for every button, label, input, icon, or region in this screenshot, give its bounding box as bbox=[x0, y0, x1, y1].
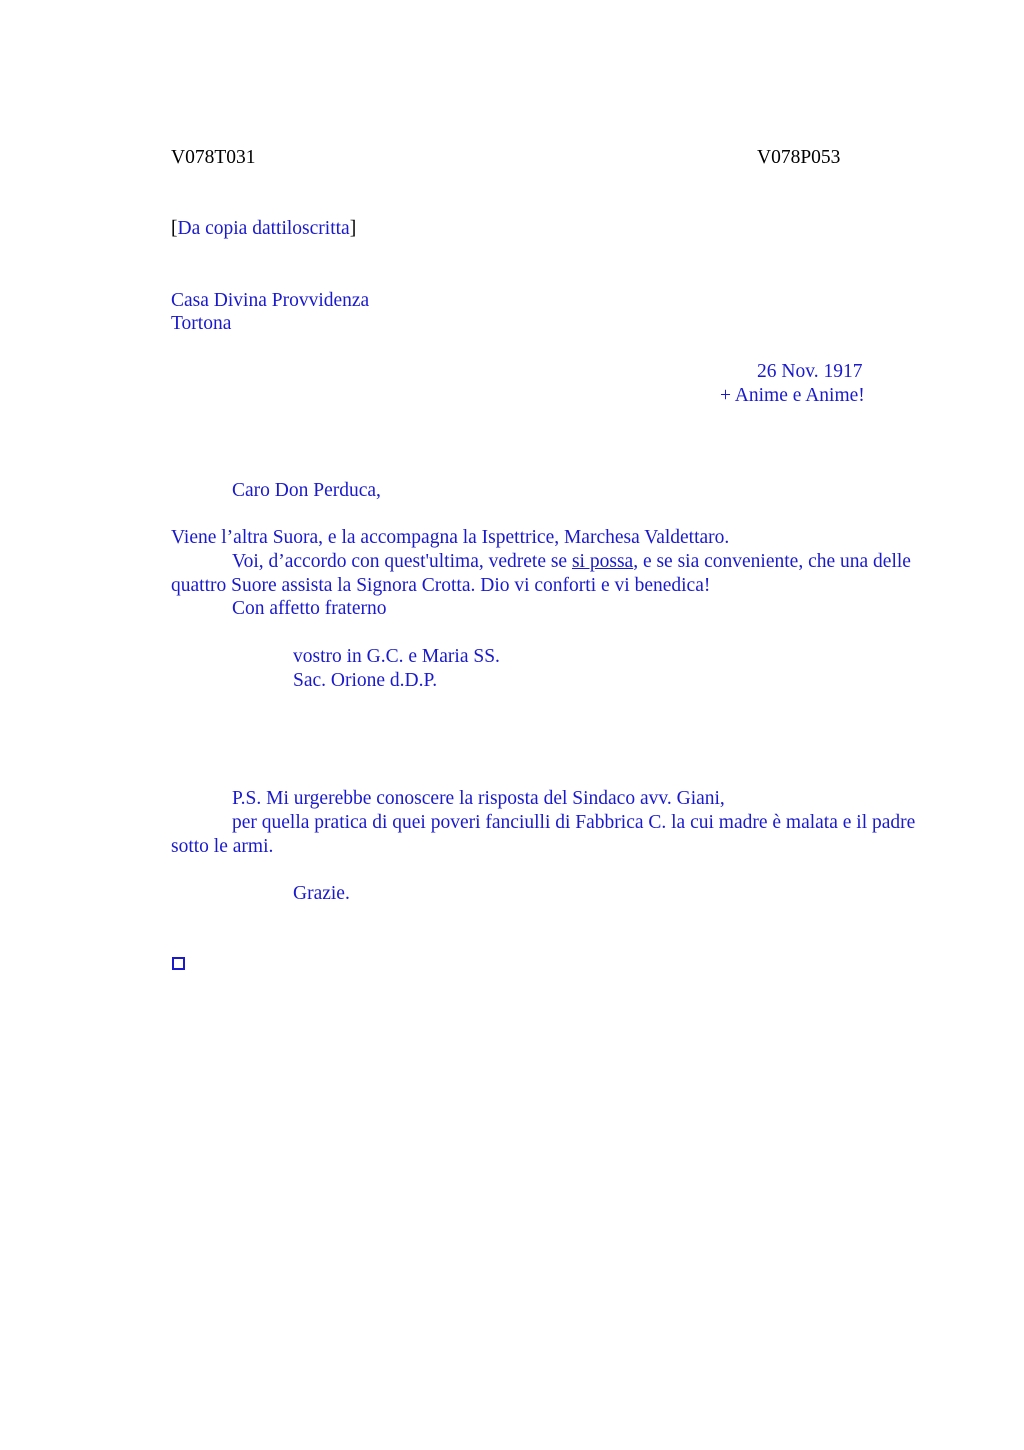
body-paragraph-2 bbox=[171, 550, 916, 598]
body-paragraph-2-underlined: si possa bbox=[571, 551, 634, 572]
postscript-line-1: P.S. Mi urgerebbe conoscere la risposta del Sindaco avv. Giani, bbox=[232, 788, 725, 809]
signature-line-1: vostro in G.C. e Maria SS. bbox=[293, 646, 500, 667]
closing-line: Con affetto fraterno bbox=[232, 598, 387, 619]
salutation: Caro Don Perduca, bbox=[232, 480, 381, 501]
letter-motto: + Anime e Anime! bbox=[720, 385, 865, 406]
body-paragraph-2-end: , e se sia conveniente, che una delle quattro Suore assista la Signora Crotta. Dio vi conforti e vi benedica! bbox=[171, 551, 911, 596]
postscript-thanks: Grazie. bbox=[293, 883, 350, 904]
source-note-open-bracket: [ bbox=[171, 218, 178, 239]
body-paragraph-1: Viene l’altra Suora, e la accompagna la Ispettrice, Marchesa Valdettaro. bbox=[171, 527, 730, 548]
source-note-close-bracket: ] bbox=[349, 218, 357, 239]
signature-line-2: Sac. Orione d.D.P. bbox=[293, 670, 438, 691]
body-paragraph-2-start: Voi, d’accordo con quest'ultima, vedrete se bbox=[232, 551, 572, 572]
letter-date: 26 Nov. 1917 bbox=[757, 361, 863, 382]
postscript-line-2: per quella pratica di quei poveri fanciulli di Fabbrica C. la cui madre è malata e il padre sotto le armi. bbox=[171, 812, 916, 857]
sender-line-2: Tortona bbox=[171, 313, 232, 334]
source-note-text: Da copia dattiloscritta bbox=[177, 218, 350, 239]
document-code-right: V078P053 bbox=[757, 147, 841, 168]
document-code-left: V078T031 bbox=[171, 147, 256, 168]
sender-line-1: Casa Divina Provvidenza bbox=[171, 290, 370, 311]
end-marker-square-icon bbox=[172, 957, 185, 970]
source-note bbox=[171, 217, 356, 241]
